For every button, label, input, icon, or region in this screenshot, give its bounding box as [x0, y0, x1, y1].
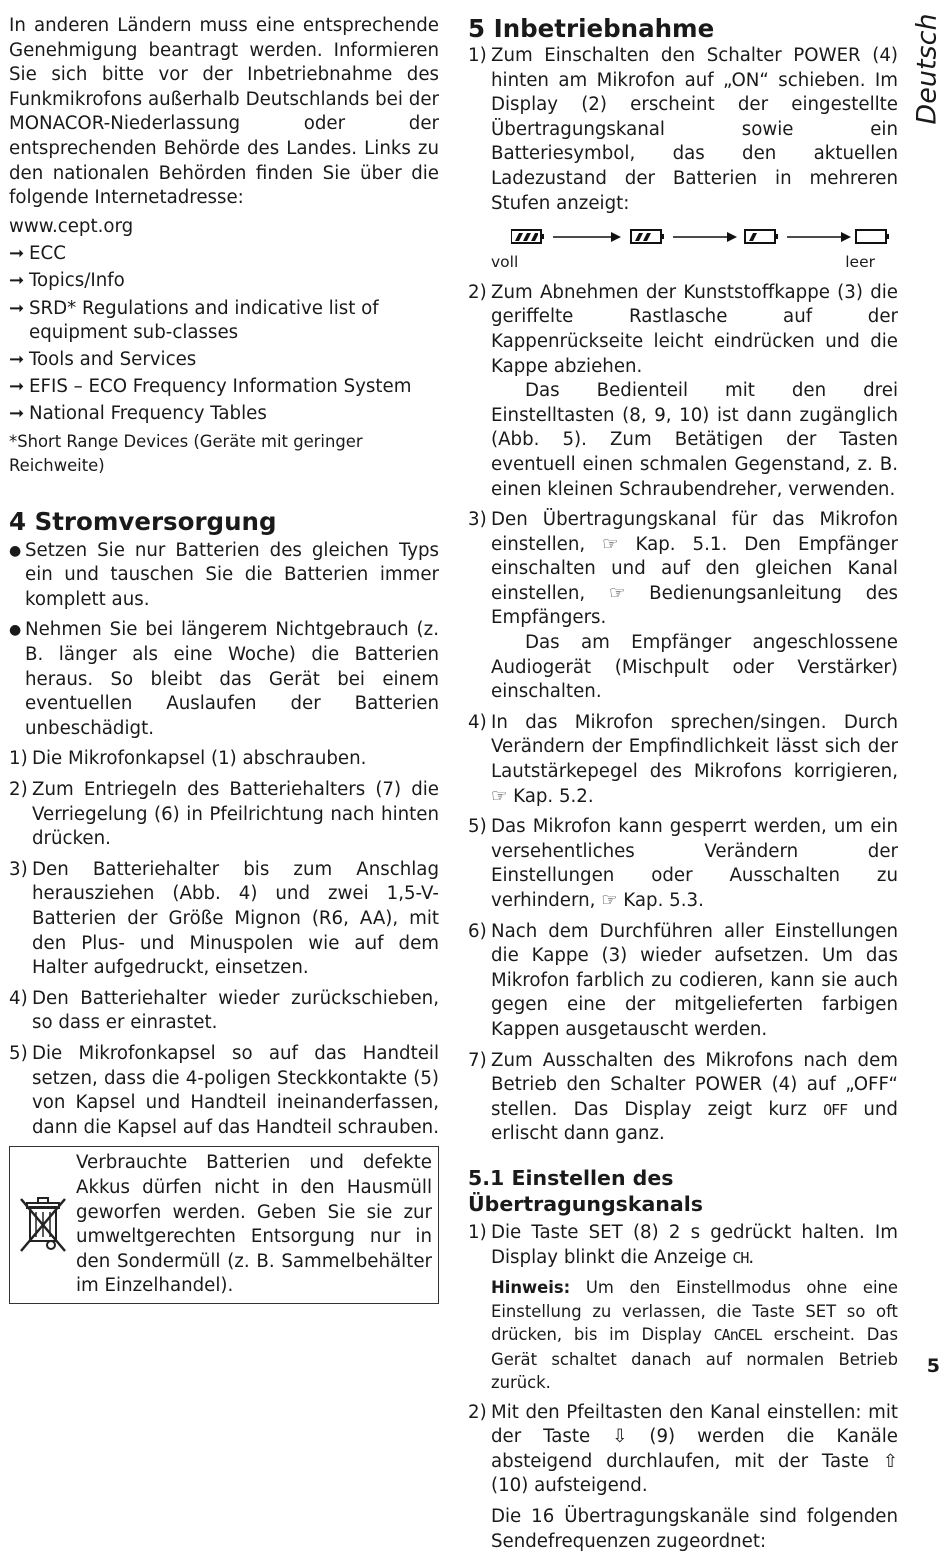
step-5-6: 6) Nach dem Durchführen aller Einstellungen die Kappe (3) wieder aufsetzen. Um das Mikrofon farblich zu codieren, kann sie auch gegen eine der mitgelieferten farbigen Kappen ausgetauscht werden. — [468, 920, 898, 1040]
left-column — [9, 14, 439, 1304]
arrow-right-icon: ➞ — [9, 349, 25, 371]
arrow-right-icon: ➞ — [9, 403, 25, 425]
link-item[interactable]: ➞ National Frequency Tables — [9, 402, 439, 427]
page-number: 5 — [926, 1355, 940, 1377]
lcd-ch-display: CH — [732, 1248, 749, 1267]
bullet-dot-icon: ● — [9, 542, 22, 559]
power-step: 3) Den Batteriehalter bis zum Anschlag herausziehen (Abb. 4) und zwei 1,5-V-Batterien der Größe Mignon (R6, AA), mit den Plus- und Minuspolen wie auf dem Halter aufgedruckt, einsetzen. — [9, 858, 439, 979]
crossed-bin-icon — [10, 1151, 76, 1299]
arrow-right-icon: ➞ — [9, 243, 25, 265]
link-list — [9, 242, 439, 427]
bullet-list — [9, 539, 439, 742]
link-item[interactable]: ➞ ECC — [9, 242, 439, 267]
lcd-cancel-display: CAnCEL — [713, 1326, 762, 1345]
intro-paragraph: In anderen Ländern muss eine entsprechende Genehmigung beantragt werden. Informieren Sie sich bitte vor der Inbetriebnahme des Funkmikrofons außerhalb Deutschlands bei der MONACOR-Niederlassung oder der entsprechenden Behörde des Landes. Links zu den nationalen Behörden finden Sie über die folgende Internetadresse: — [9, 15, 439, 209]
link-item[interactable]: ➞ SRD* Regulations and indicative list of equipment sub-classes — [9, 297, 439, 346]
right-column — [468, 14, 898, 1560]
battery-empty-label: leer — [845, 253, 875, 272]
power-steps — [9, 747, 439, 1140]
link-item[interactable]: ➞ Topics/Info — [9, 269, 439, 294]
arrow-right-icon: ➞ — [9, 376, 25, 398]
step-5-1: 1) Zum Einschalten den Schalter POWER (4) hinten am Mikrofon auf „ON“ schieben. Im Display (2) erscheint der eingestellte Übertragungskanal sowie ein Batteriesymbol, das den aktuellen Ladezustand der Batterien in mehreren Stufen anzeigt: voll leer — [468, 44, 898, 275]
step-5-3: 3) Den Übertragungskanal für das Mikrofon einstellen, ☞ Kap. 5.1. Den Empfänger einschalten und auf den gleichen Kanal einstellen, ☞ Bedienungsanleitung des Empfängers. Das am Empfänger angeschlossene Audiogerät (Mischpult oder Verstärker) einschalten. — [468, 509, 898, 703]
power-step: 2) Zum Entriegeln des Batteriehalters (7) die Verriegelung (6) in Pfeilrichtung nach hinten drücken. — [9, 779, 439, 850]
lcd-off-display: OFF — [823, 1100, 848, 1119]
power-step: 4) Den Batteriehalter wieder zurückschieben, so dass er einrastet. — [9, 987, 439, 1034]
link-item[interactable]: ➞ Tools and Services — [9, 348, 439, 373]
arrow-right-icon: ➞ — [9, 270, 25, 292]
power-step: 5) Die Mikrofonkapsel so auf das Handteil setzen, dass die 4-poligen Steckkontakte (5) von Kapsel und Handteil ineinanderfassen, dann die Kapsel auf das Handteil schrauben. — [9, 1042, 439, 1138]
step-5-4: 4) In das Mikrofon sprechen/singen. Durch Verändern der Empfindlichkeit lässt sich der Lautstärkepegel des Mikrofons korrigieren, ☞ Kap. 5.2. — [468, 711, 898, 807]
step-5-1-1: 1) Die Taste SET (8) 2 s gedrückt halten. Im Display blinkt die Anzeige CH. Hinweis: Um den Einstellmodus ohne eine Einstellung zu verlassen, die Taste SET so oft drücken, bis im Display CAnCEL erscheint. Das Gerät schaltet danach auf normalen Betrieb zurück. — [468, 1221, 898, 1395]
section-4-title: 4 Stromversorgung — [9, 506, 277, 536]
footnote: *Short Range Devices (Geräte mit geringer Reichweite) — [9, 431, 363, 476]
disposal-notice — [9, 1146, 439, 1304]
hint-note: Hinweis: Um den Einstellmodus ohne eine Einstellung zu verlassen, die Taste SET so oft drücken, bis im Display CAnCEL erscheint. Das Gerät schaltet danach auf normalen Betrieb zurück. — [491, 1278, 898, 1393]
bullet-item: ● Setzen Sie nur Batterien des gleichen Typs ein und tauschen Sie die Batterien immer komplett aus. — [9, 539, 439, 613]
battery-level-sequence — [511, 226, 898, 248]
battery-levels-icon — [511, 227, 891, 247]
section-5-title: 5 Inbetriebnahme — [468, 14, 715, 43]
bullet-item: ● Nehmen Sie bei längerem Nichtgebrauch (z. B. länger als eine Woche) die Batterien heraus. So bleibt das Gerät bei einem eventuellen Auslaufen der Batterien unbeschädigt. — [9, 618, 439, 741]
disposal-text: Verbrauchte Batterien und defekte Akkus dürfen nicht in den Hausmüll geworfen werden. Geben Sie sie zur umweltgerechten Entsorgung nur in den Sondermüll (z. B. Sammelbehälter im Einzelhandel). — [76, 1152, 432, 1297]
language-tab: Deutsch — [911, 13, 943, 125]
step-5-1-2: 2) Mit den Pfeiltasten den Kanal einstellen: mit der Taste ⇩ (9) werden die Kanäle absteigend durchlaufen, mit der Taste ⇧ (10) aufsteigend. Die 16 Übertragungskanäle sind folgenden Sendefrequenzen zugeordnet: — [468, 1401, 898, 1552]
link-item[interactable]: ➞ EFIS – ECO Frequency Information System — [9, 375, 439, 400]
section-5-1-title: 5.1 Einstellen des Übertragungskanals — [468, 1165, 703, 1216]
step-5-5: 5) Das Mikrofon kann gesperrt werden, um ein versehentliches Verändern der Einstellungen oder Ausschalten zu verhindern, ☞ Kap. 5.3. — [468, 816, 898, 911]
bullet-dot-icon: ● — [9, 622, 22, 639]
step-5-7: 7) Zum Ausschalten des Mikrofons nach dem Betrieb den Schalter POWER (4) auf „OFF“ stellen. Das Display zeigt kurz OFF und erlischt dann ganz. — [468, 1049, 898, 1145]
cept-url[interactable]: www.cept.org — [9, 215, 134, 237]
arrow-right-icon: ➞ — [9, 297, 25, 319]
battery-full-label: voll — [491, 253, 519, 272]
power-step: 1) Die Mikrofonkapsel (1) abschrauben. — [9, 748, 367, 770]
step-5-2: 2) Zum Abnehmen der Kunststoffkappe (3) die geriffelte Rastlasche auf der Kappenrückseite leicht eindrücken und die Kappe abziehen. Das Bedienteil mit den drei Einstelltasten (8, 9, 10) ist dann zugänglich (Abb. 5). Zum Betätigen der Tasten eventuell einen schmalen Gegenstand, z. B. einen kleinen Schraubendreher, verwenden. — [468, 281, 898, 500]
